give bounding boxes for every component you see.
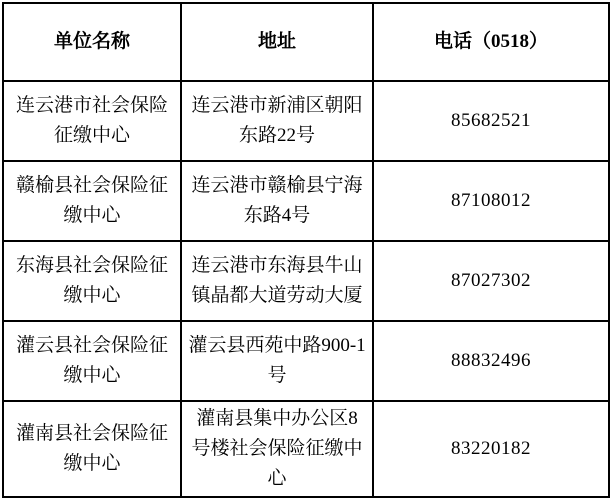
header-unit-name: 单位名称 (3, 3, 181, 81)
cell-phone: 88832496 (373, 321, 609, 401)
table-row (3, 321, 609, 401)
table-row (3, 241, 609, 321)
header-phone: 电话（0518） (373, 3, 609, 81)
cell-unit-name: 连云港市社会保险征缴中心 (3, 81, 181, 161)
cell-phone: 87027302 (373, 241, 609, 321)
cell-phone: 85682521 (373, 81, 609, 161)
cell-unit-name: 灌云县社会保险征缴中心 (3, 321, 181, 401)
table-row (3, 401, 609, 497)
cell-address: 连云港市赣榆县宁海东路4号 (181, 161, 373, 241)
cell-address: 连云港市新浦区朝阳东路22号 (181, 81, 373, 161)
contact-table (2, 2, 610, 498)
cell-phone: 83220182 (373, 401, 609, 497)
cell-address: 灌云县西苑中路900-1号 (181, 321, 373, 401)
cell-unit-name: 灌南县社会保险征缴中心 (3, 401, 181, 497)
table-header-row (3, 3, 609, 81)
header-address: 地址 (181, 3, 373, 81)
cell-unit-name: 赣榆县社会保险征缴中心 (3, 161, 181, 241)
cell-unit-name: 东海县社会保险征缴中心 (3, 241, 181, 321)
cell-address: 灌南县集中办公区8号楼社会保险征缴中心 (181, 401, 373, 497)
table-row (3, 81, 609, 161)
cell-address: 连云港市东海县牛山镇晶都大道劳动大厦 (181, 241, 373, 321)
table-row (3, 161, 609, 241)
cell-phone: 87108012 (373, 161, 609, 241)
